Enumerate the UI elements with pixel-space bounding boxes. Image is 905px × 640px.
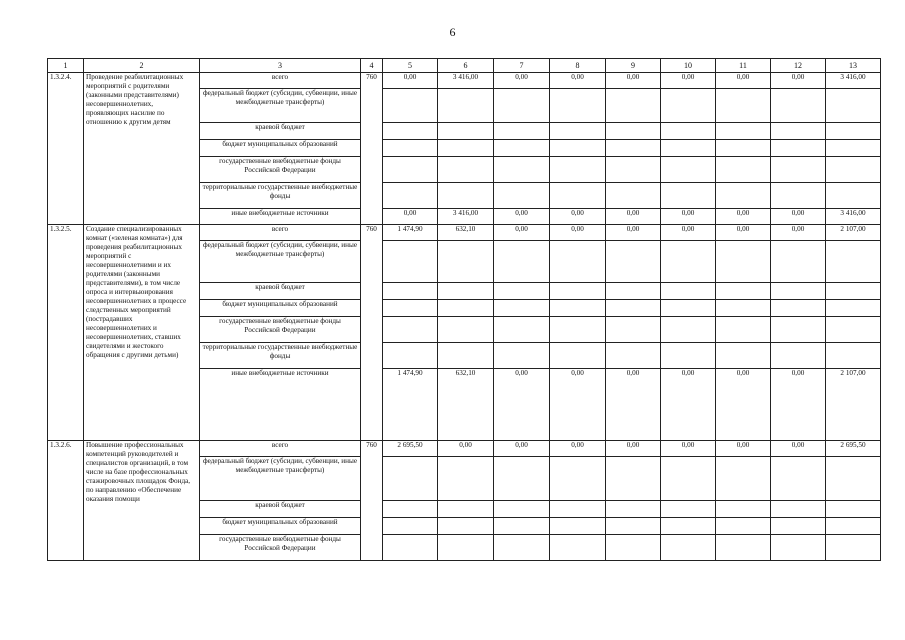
value-cell [771, 317, 826, 343]
value-cell [606, 317, 661, 343]
value-cell [606, 518, 661, 535]
value-cell [438, 457, 494, 501]
value-cell [494, 535, 550, 561]
value-cell [494, 343, 550, 369]
row-code: 1.3.2.4. [48, 73, 84, 225]
value-cell [716, 241, 771, 283]
value-cell [716, 89, 771, 123]
value-cell [550, 140, 606, 157]
funding-source: краевой бюджет [200, 283, 361, 300]
value-cell [438, 535, 494, 561]
value-cell [606, 89, 661, 123]
value-cell [438, 283, 494, 300]
funding-source: государственные внебюджетные фонды Российской Федерации [200, 535, 361, 561]
funding-source: федеральный бюджет (субсидии, субвенции, иные межбюджетные трансферты) [200, 89, 361, 123]
row-kbk: 760 [361, 73, 383, 225]
value-cell [550, 317, 606, 343]
value-cell [716, 283, 771, 300]
funding-source: бюджет муниципальных образований [200, 300, 361, 317]
value-cell [438, 317, 494, 343]
header-row [48, 59, 881, 73]
value-cell [494, 123, 550, 140]
column-header: 3 [200, 59, 361, 73]
value-cell: 0,00 [494, 209, 550, 225]
value-cell [438, 241, 494, 283]
value-cell [606, 457, 661, 501]
funding-source: всего [200, 73, 361, 89]
value-cell [383, 317, 438, 343]
value-cell [826, 343, 881, 369]
value-cell: 3 416,00 [826, 209, 881, 225]
value-cell: 0,00 [606, 441, 661, 457]
value-cell: 0,00 [661, 73, 716, 89]
value-cell [661, 518, 716, 535]
value-cell [494, 317, 550, 343]
value-cell [494, 140, 550, 157]
value-cell [826, 518, 881, 535]
value-cell [716, 317, 771, 343]
value-cell [826, 317, 881, 343]
value-cell [550, 457, 606, 501]
value-cell: 0,00 [606, 73, 661, 89]
value-cell [383, 300, 438, 317]
value-cell: 2 695,50 [826, 441, 881, 457]
funding-source: государственные внебюджетные фонды Российской Федерации [200, 317, 361, 343]
value-cell [661, 89, 716, 123]
value-cell [550, 300, 606, 317]
value-cell [771, 123, 826, 140]
value-cell: 0,00 [383, 209, 438, 225]
value-cell [771, 241, 826, 283]
value-cell [438, 140, 494, 157]
value-cell [383, 89, 438, 123]
value-cell [771, 343, 826, 369]
value-cell [771, 501, 826, 518]
value-cell [826, 535, 881, 561]
value-cell [494, 501, 550, 518]
column-header: 8 [550, 59, 606, 73]
value-cell [383, 535, 438, 561]
value-cell [606, 241, 661, 283]
value-cell: 632,10 [438, 225, 494, 241]
value-cell [771, 518, 826, 535]
value-cell [438, 501, 494, 518]
funding-source: федеральный бюджет (субсидии, субвенции, иные межбюджетные трансферты) [200, 241, 361, 283]
value-cell [606, 157, 661, 183]
value-cell [550, 535, 606, 561]
value-cell: 0,00 [550, 225, 606, 241]
column-header: 11 [716, 59, 771, 73]
value-cell [550, 89, 606, 123]
value-cell [438, 123, 494, 140]
value-cell [438, 343, 494, 369]
value-cell: 0,00 [550, 73, 606, 89]
value-cell [494, 183, 550, 209]
column-header: 10 [661, 59, 716, 73]
value-cell [606, 183, 661, 209]
column-header: 7 [494, 59, 550, 73]
column-header: 13 [826, 59, 881, 73]
value-cell: 0,00 [771, 225, 826, 241]
column-header: 9 [606, 59, 661, 73]
value-cell [494, 283, 550, 300]
funding-source: всего [200, 441, 361, 457]
value-cell [826, 183, 881, 209]
value-cell [661, 300, 716, 317]
column-header: 12 [771, 59, 826, 73]
value-cell: 0,00 [661, 369, 716, 441]
page-number: 6 [449, 25, 456, 39]
value-cell [438, 183, 494, 209]
funding-source: краевой бюджет [200, 123, 361, 140]
value-cell [494, 157, 550, 183]
value-cell [771, 283, 826, 300]
value-cell [661, 501, 716, 518]
value-cell: 1 474,90 [383, 225, 438, 241]
value-cell [550, 183, 606, 209]
column-header: 6 [438, 59, 494, 73]
value-cell: 1 474,90 [383, 369, 438, 441]
value-cell [771, 300, 826, 317]
value-cell: 3 416,00 [438, 73, 494, 89]
value-cell: 0,00 [606, 209, 661, 225]
value-cell: 0,00 [550, 441, 606, 457]
value-cell [606, 501, 661, 518]
value-cell [716, 457, 771, 501]
value-cell [771, 183, 826, 209]
value-cell: 0,00 [494, 441, 550, 457]
value-cell [771, 457, 826, 501]
value-cell [383, 140, 438, 157]
value-cell [550, 241, 606, 283]
value-cell [550, 343, 606, 369]
value-cell: 0,00 [771, 441, 826, 457]
value-cell [826, 501, 881, 518]
value-cell [661, 343, 716, 369]
value-cell [716, 343, 771, 369]
value-cell: 2 107,00 [826, 225, 881, 241]
value-cell: 0,00 [771, 209, 826, 225]
value-cell [771, 89, 826, 123]
value-cell [826, 140, 881, 157]
value-cell [383, 501, 438, 518]
value-cell [383, 241, 438, 283]
funding-source: федеральный бюджет (субсидии, субвенции, иные межбюджетные трансферты) [200, 457, 361, 501]
value-cell [771, 140, 826, 157]
column-header: 5 [383, 59, 438, 73]
value-cell [716, 501, 771, 518]
value-cell [606, 300, 661, 317]
value-cell [826, 283, 881, 300]
value-cell [383, 157, 438, 183]
value-cell [716, 140, 771, 157]
table-row [48, 73, 881, 89]
value-cell [494, 300, 550, 317]
value-cell [661, 157, 716, 183]
value-cell [716, 518, 771, 535]
value-cell [494, 457, 550, 501]
value-cell: 0,00 [661, 441, 716, 457]
value-cell: 0,00 [716, 209, 771, 225]
funding-source: иные внебюджетные источники [200, 369, 361, 441]
value-cell: 3 416,00 [826, 73, 881, 89]
value-cell: 0,00 [716, 441, 771, 457]
value-cell [771, 535, 826, 561]
value-cell: 0,00 [661, 209, 716, 225]
value-cell [661, 457, 716, 501]
value-cell [383, 183, 438, 209]
column-header: 2 [84, 59, 200, 73]
value-cell [716, 183, 771, 209]
value-cell [383, 343, 438, 369]
funding-source: всего [200, 225, 361, 241]
value-cell [494, 518, 550, 535]
value-cell [826, 457, 881, 501]
value-cell [661, 283, 716, 300]
value-cell: 0,00 [438, 441, 494, 457]
funding-source: территориальные государственные внебюджетные фонды [200, 343, 361, 369]
value-cell [826, 241, 881, 283]
value-cell [550, 283, 606, 300]
value-cell [661, 123, 716, 140]
value-cell [826, 300, 881, 317]
value-cell [438, 300, 494, 317]
value-cell [494, 241, 550, 283]
value-cell: 0,00 [771, 369, 826, 441]
row-code: 1.3.2.5. [48, 225, 84, 441]
value-cell: 2 695,50 [383, 441, 438, 457]
value-cell [550, 157, 606, 183]
value-cell: 0,00 [606, 225, 661, 241]
value-cell [606, 535, 661, 561]
value-cell [716, 535, 771, 561]
value-cell [826, 157, 881, 183]
value-cell [661, 535, 716, 561]
table-row [48, 225, 881, 241]
funding-source: территориальные государственные внебюджетные фонды [200, 183, 361, 209]
funding-source: бюджет муниципальных образований [200, 140, 361, 157]
row-code: 1.3.2.6. [48, 441, 84, 561]
value-cell [606, 343, 661, 369]
value-cell [438, 89, 494, 123]
value-cell: 0,00 [494, 73, 550, 89]
value-cell [550, 518, 606, 535]
funding-source: иные внебюджетные источники [200, 209, 361, 225]
value-cell: 0,00 [771, 73, 826, 89]
value-cell [661, 183, 716, 209]
value-cell [383, 457, 438, 501]
value-cell [661, 317, 716, 343]
value-cell: 0,00 [716, 369, 771, 441]
value-cell: 0,00 [494, 225, 550, 241]
value-cell [606, 140, 661, 157]
value-cell [438, 157, 494, 183]
value-cell: 0,00 [383, 73, 438, 89]
value-cell [383, 283, 438, 300]
row-kbk: 760 [361, 441, 383, 561]
value-cell [826, 123, 881, 140]
value-cell: 3 416,00 [438, 209, 494, 225]
value-cell [438, 518, 494, 535]
value-cell [826, 89, 881, 123]
value-cell [606, 123, 661, 140]
budget-table [47, 58, 881, 561]
value-cell [716, 300, 771, 317]
funding-source: краевой бюджет [200, 501, 361, 518]
funding-source: государственные внебюджетные фонды Российской Федерации [200, 157, 361, 183]
value-cell: 0,00 [661, 225, 716, 241]
value-cell [383, 123, 438, 140]
value-cell [771, 157, 826, 183]
value-cell: 0,00 [550, 209, 606, 225]
value-cell: 0,00 [716, 225, 771, 241]
value-cell [716, 123, 771, 140]
value-cell [661, 241, 716, 283]
row-name: Проведение реабилитационных мероприятий с родителями (законными представителями) несовершеннолетних, проявляющих насилие по отношению к другим детям [84, 73, 200, 225]
value-cell [494, 89, 550, 123]
value-cell: 2 107,00 [826, 369, 881, 441]
column-header: 4 [361, 59, 383, 73]
row-kbk: 760 [361, 225, 383, 441]
value-cell: 632,10 [438, 369, 494, 441]
value-cell: 0,00 [494, 369, 550, 441]
value-cell [550, 123, 606, 140]
row-name: Повышение профессиональных компетенций руководителей и специалистов организаций, в том числе на базе профессиональных стажировочных площадок Фонда, по направлению «Обеспечение оказания помощи [84, 441, 200, 561]
value-cell [716, 157, 771, 183]
row-name: Создание специализированных комнат («зеленая комната») для проведения реабилитационных мероприятий с несовершеннолетними и их родителями (законными представителями), в том числе опроса и интервьюирования несовершеннолетних в процессе следственных мероприятий (пострадавших несовершеннолетних и несовершеннолетних, ставших свидетелями и жестокого обращения с другими детьми) [84, 225, 200, 441]
value-cell: 0,00 [606, 369, 661, 441]
value-cell [606, 283, 661, 300]
value-cell: 0,00 [550, 369, 606, 441]
table-row [48, 441, 881, 457]
value-cell [661, 140, 716, 157]
value-cell [383, 518, 438, 535]
value-cell: 0,00 [716, 73, 771, 89]
funding-source: бюджет муниципальных образований [200, 518, 361, 535]
value-cell [550, 501, 606, 518]
column-header: 1 [48, 59, 84, 73]
